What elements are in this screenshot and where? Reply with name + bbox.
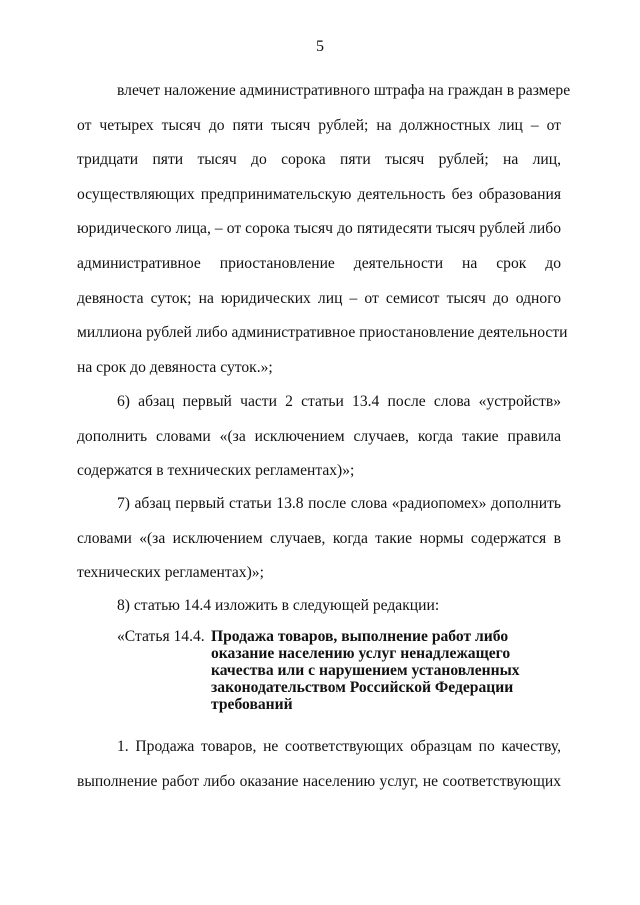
paragraph-item-8 (77, 589, 561, 624)
article-title-line: Продажа товаров, выполнение работ либо (211, 628, 509, 645)
text-line: 6) абзац первый части 2 статьи 13.4 после слова «устройств» (117, 393, 561, 410)
article-title (211, 628, 541, 713)
paragraph-item-7 (77, 487, 561, 591)
text-line: 7) абзац первый статьи 13.8 после слова «радиопомех» дополнить (117, 495, 561, 512)
article-title-line: оказание населению услуг ненадлежащего (211, 645, 511, 662)
text-line: 1. Продажа товаров, не соответствующих образцам по качеству, (117, 738, 561, 755)
text-line: словами «(за исключением случаев, когда такие нормы содержатся в (77, 529, 561, 547)
text-line: выполнение работ либо оказание населению услуг, не соответствующих (77, 772, 561, 790)
text-line: дополнить словами «(за исключением случаев, когда такие правила (77, 427, 561, 445)
text-line: содержатся в технических регламентах)»; (77, 462, 355, 480)
text-line: на срок до девяноста суток.»; (77, 358, 273, 376)
article-title-line: законодательством Российской Федерации (211, 679, 514, 696)
text-line: девяноста суток; на юридических лиц – от семисот тысяч до одного (77, 289, 561, 307)
text-line: административное приостановление деятельности на срок до (77, 254, 561, 272)
text-line: от четырех тысяч до пяти тысяч рублей; на должностных лиц – от (77, 116, 561, 134)
text-line: 8) статью 14.4 изложить в следующей редакции: (117, 597, 440, 614)
text-line: тридцати пяти тысяч до сорока пяти тысяч рублей; на лиц, (77, 151, 561, 169)
text-line: осуществляющих предпринимательскую деятельность без образования (77, 185, 561, 203)
page-number: 5 (316, 38, 324, 55)
text-line: юридического лица, – от сорока тысяч до пятидесяти тысяч рублей либо (77, 220, 561, 238)
text-line: миллиона рублей либо административное приостановление деятельности (77, 324, 568, 342)
article-title-line: качества или с нарушением установленных (211, 662, 520, 679)
article-label: «Статья 14.4. (117, 628, 205, 645)
article-title-line: требований (211, 696, 293, 713)
text-line: технических регламентах)»; (77, 564, 264, 582)
paragraph-penalty-continuation (77, 74, 571, 385)
paragraph-item-6 (77, 385, 561, 489)
text-line: влечет наложение административного штрафа на граждан в размере (117, 82, 571, 99)
paragraph-article-part-1 (77, 730, 561, 799)
